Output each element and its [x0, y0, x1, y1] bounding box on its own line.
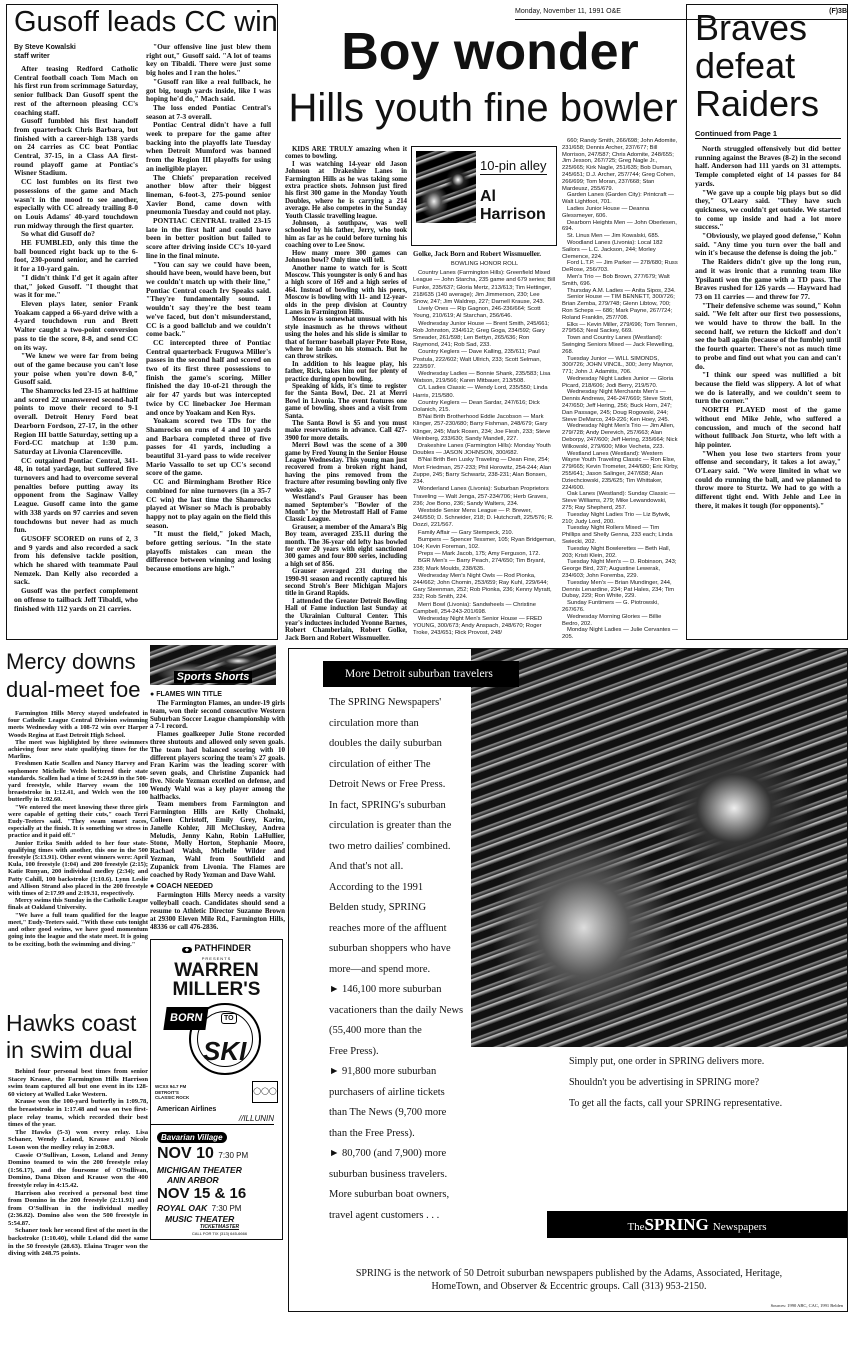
bavarian-village: Bavarian Village	[157, 1132, 227, 1143]
logo-newspapers: Newspapers	[712, 1221, 767, 1233]
article-paragraph: The Raiders didn't give up the long run, and it was ironic that a running team like Ypsilanti won the game with a TD pass. The Braves rushed for 126 yards — Hayward had 73 on 11 carries — and threw for 77.	[695, 257, 841, 301]
show-date-1: NOV 10	[157, 1145, 214, 1163]
ad-copy-line: than the Free Press).	[329, 1127, 415, 1139]
ad-footer: SPRING is the network of 50 Detroit suburban newspapers published by the Adams, Associated, Heritage, HomeTown, and Observer & Eccentric groups. Call (313) 953-2150.	[355, 1268, 783, 1292]
honor-roll-entry: Ford L.T.P. — Jim Parker — 278/680; Russ DeRose, 256/703.	[562, 260, 678, 274]
honor-roll-entry: B'Nai Brith Ben Lusky Traveling — Dean Fine, 254; Mort Friedman, 257-233; Phil Horowitz, 254-244; Alan Zuppe, 245; Barry Schwartz, 238-231; Alan Bonsen, 234.	[413, 457, 552, 486]
ad-closing-line: Simply put, one order in SPRING delivers more.	[569, 1056, 765, 1067]
ad-copy-line: (55,400 more than the	[329, 1025, 422, 1036]
columnist-last: Harrison	[480, 206, 546, 223]
braves-story	[686, 4, 848, 640]
braves-headline-line: Braves	[695, 7, 808, 48]
flames-title: FLAMES WIN TITLE	[156, 691, 222, 698]
column-paragraph: Westland's Paul Grauser has been named September's "Bowler of the Month" by the Metrostaff Hall of Fame Classic League.	[285, 493, 407, 524]
article-paragraph: Krause won the 100-yard butterfly in 1:09.78, the breaststroke in 1:17.48 and was on two first-place relay teams, which recorded their best times of the year.	[8, 1098, 148, 1129]
mercy-headline-line: Mercy downs	[6, 649, 136, 674]
article-paragraph: "I didn't think I'd get it again after that," joked Gusoff. "I thought that was it for me."	[14, 272, 138, 300]
honor-roll-entry: Sunday Funtimers — G. Piotrowski, 267/676.	[562, 600, 659, 613]
logo-the: The	[627, 1221, 645, 1233]
page-number: (F)3B	[829, 8, 847, 15]
article-paragraph: Gusoff fumbled his first handoff from quarterback Chris Barbara, but finished with a career-high 138 yards on 24 carries as CC beat Pontiac Central, 37-15, in a Class AA first-round playoff game at Pontiac's Wisner Stadium.	[14, 116, 138, 178]
honor-roll-entry: 660; Randy Smith, 266/698; John Adomite, 231/658; Dennis Archer, 237/677; Bill Morrison, 247/587; Chris Adomite, 248/655; Jim Jesson, 267/725; Greg Nagle Jr., 225/665; Kirk Nagle, 251/635; Bob Duman, 245/651; D.J. Archer, 257/744; Greg Cohen, 266/699; Tom Moran, 237/668; Stan Mardeusz, 255/679.	[562, 138, 678, 192]
airline-sponsor: American Airlines	[157, 1106, 217, 1114]
article-paragraph: The meet was highlighted by three swimmers achieving four new state qualifying times for the Marlins.	[8, 738, 148, 761]
article-paragraph: Cassie O'Sullivan, Loson, Leland and Jenny Domino teamed to win the 200 freestyle relay (1:56.17), and the foursome of O'Sullivan, Domino, Dana Dixon and Krause won the 400 freestyle relay in 4:15.42.	[8, 1151, 148, 1189]
ad-sources: Sources: 1990 ABC, CAC, 1991 Belden	[770, 1303, 843, 1308]
article-paragraph: The loss ended Pontiac Central's season at 7-3 overall.	[146, 102, 271, 121]
article-paragraph: Yoakam scored two TDs for the Shamrocks on runs of 4 and 10 yards and Barbara completed three of five passes for 41 yards, including a beautiful 31-yard pass to wide receiver Mario Vassallo to set up CC's second score of the game.	[146, 416, 271, 478]
travelers-photo	[471, 649, 847, 1047]
shorts-paragraph-list	[150, 892, 285, 931]
spring-newspapers-ad	[288, 648, 848, 1312]
honor-roll-entry: Wednesday Junior House — Brent Smith, 245/661; Rob Johnston, 234/612; Greg Goga, 234/592; Gary Smeader, 261/598; Len Bettyn, 265/636; Ron Raymond, 241; Rob Sad, 233.	[413, 320, 550, 349]
ticketmaster-logo: TICKETMASTER	[199, 1224, 240, 1231]
ad-copy-line-list	[329, 693, 471, 1226]
column-lead: Golke, Jack Born and Robert Wissmueller.	[413, 250, 542, 258]
column-paragraph: How many more 300 games can Johnson bowl? Only time will tell.	[285, 248, 407, 265]
honor-roll-entry: Country Keglers — Dean Sardar, 247/616; Dick Dolanich, 215.	[413, 399, 540, 414]
braves-headline-line: defeat	[695, 45, 796, 86]
honor-roll-entry: Monday Night Ladies — Julie Cervantes — 205.	[562, 627, 678, 641]
article-paragraph: Gusoff was the perfect complement on offense to tailback Jeff Tibaldi, who finished with 112 yards on 21 carries.	[14, 586, 138, 613]
sports-shorts-label: Sports Shorts	[174, 671, 253, 683]
honor-roll-entry: Dearborn Heights Men — John Oberlesen, 694.	[562, 219, 677, 233]
article-paragraph: The Shamrocks led 23-15 at halftime and scored 22 unanswered second-half points to move their record to 9-1 overall. Detroit Henry Ford beat Dearborn Fordson, 27-17, in the other Region III battle Saturday, setting up a Ford-CC matchup at 1:30 p.m. Saturday at Livonia Clarenceville.	[14, 386, 138, 456]
honor-roll-entry: Tuesday Night Men's — D. Robinson, 243; George Bird, 237; Augustine Lewerak, 234/603; John Foremba, 229.	[562, 559, 677, 579]
ad-title-line: MILLER'S	[172, 979, 261, 1001]
article-paragraph: CC outgained Pontiac Central, 341-48, in total yardage, but suffered five turnovers and had to overcome several penalties before putting away its opponent from the Saginaw Valley League. Gusoff came into the game with 338 yards on 97 carries and seven touchdowns but never had as much fun.	[14, 455, 138, 535]
article-paragraph: "I think our speed was nullified a bit because the field was slippery. A lot of what we do is laterally, and we couldn't seem to turn the corner."	[695, 370, 841, 406]
article-paragraph: "It must the field," joked Mach, before getting serious. "In the state playoffs mistakes can mean the difference between winning and losing because emotions are high."	[146, 529, 271, 574]
columnist-first: Al	[480, 188, 496, 205]
warren-miller-ad	[150, 939, 283, 1240]
article-paragraph: HE FUMBLED, only this time the ball bounced right back up to the 6-foot, 230-pound senior, and he carried it for a 10-yard gain.	[14, 238, 138, 274]
article-paragraph: The Hawks (5-3) won every relay. Lisa Schaner, Wendy Leland, Krause and Nicole Loson won the medley relay in 2:08.9.	[8, 1128, 148, 1151]
article-paragraph: NORTH PLAYED most of the game without end Mike Jehle, who suffered a concussion, and much of the second half without fullback Jon Sturtz, who left with a hip pointer.	[695, 405, 841, 449]
ad-copy-line: reaches more of the affluent	[329, 922, 447, 934]
braves-headline-line-list	[695, 9, 819, 123]
ad-closing-line: To get all the facts, call your SPRING representative.	[569, 1098, 783, 1109]
honor-roll-entry: BGR Men's — Barry Peach, 274/650; Tim Bryant, 238; Mark Moulds, 238/635.	[413, 558, 546, 572]
sports-shorts-banner	[150, 645, 276, 685]
columnist-photo	[416, 151, 476, 223]
ad-closing-line: Shouldn't you be advertising in SPRING more?	[569, 1077, 760, 1088]
column-paragraph-list	[285, 146, 407, 642]
honor-roll-entry: Wednesday Morning Glories — Billie Bedro, 202.	[562, 613, 662, 627]
honor-roll-entry: Merri Bowl (Livonia): Sandwheels — Christine Campbell, 254-243-201/698.	[413, 601, 536, 615]
article-paragraph: Schaner took her second first of the meet in the backstroke (1:10.40), while Leland did the same in the 50 freestyle (28.63). Elaina Trager won the diving with 248.75 points.	[8, 1227, 148, 1258]
honor-roll-entry: Tuesday Men's — Brian Mundinger, 244, Dennis Lenardine, 234; Pat Hales, 234; Tim Dubay, 229; Ron White, 229.	[562, 579, 675, 600]
honor-roll-entry: Garden Lanes (Garden City): Printcraft — Walt Lightfoot, 701.	[562, 192, 674, 206]
honor-roll-entry: Town and Country Lanes (Westland): Swinging Seniors Mixed — Jack Flewelling, 268.	[562, 335, 674, 355]
honor-roll-entry: Tuesday Night Rollers Mixed — Tim Phillips and Shelly Genna, 233 each; Linda Swiecki, 202.	[562, 525, 673, 546]
brand-sponsor: //ILLUNIN	[151, 1114, 274, 1125]
ad-title-line-list	[151, 961, 282, 999]
gusoff-headline: Gusoff leads CC win	[14, 6, 278, 38]
article-paragraph: "You can say we could have been, should have been, would have been, but we couldn't match up with their line," Pontiac Central coach Irv Speaks said. "They're fundamentally sound. I wouldn't say they're the best team we've faced, but don't misunderstand, CC is a good ballclub and we couldn't come back."	[146, 259, 271, 339]
ad-header-bar	[323, 661, 519, 687]
ad-copy-line: than The News (9,700 more	[329, 1107, 447, 1118]
show-date-2: NOV 15 & 16	[157, 1185, 247, 1203]
honor-roll-entry: Wednesday Night Men's Senior House — FRED YOUNG, 300/673; Andy Anspach, 248/670; Roger Troke, 243/651; Rick Provost, 248/	[413, 615, 543, 637]
film-ski: SKI	[203, 1036, 247, 1067]
honor-roll-entry: Drakeshire Lanes (Farmington Hills): Monday Youth Doubles — JASON JOHNSON, 300/682.	[413, 443, 551, 457]
honor-roll-entry: Tuesday Night Ladies Trio — Liz Bytwik, 210; Judy Lord, 200.	[562, 511, 671, 525]
ad-copy-line: vacationers than the daily News	[329, 1004, 464, 1016]
article-paragraph: Junior Erika Smith added to her four state-qualifying times with another, this one in the 500 freestyle (5:13.91). Other event winners were: April Kula, 100 freestyle (1:04) and 200 freestyle (2:15); Katie Runyan, 200 individual medley (2:34); and Patty Cahill, 100 backstroke (1:10.6). Lynn Leslie and Allison Strand also placed in the 200 freestyle with times of 2:17.99 and 2:19.31, respectively.	[8, 839, 148, 898]
shorts-paragraph-list	[150, 700, 285, 879]
mercy-headline-line: dual-meet foe	[6, 677, 141, 702]
article-paragraph: Behind four personal best times from senior Stacey Krause, the Farmington Hills Harrison swim team captured all but one event in its 128-60 victory at Walled Lake Western.	[8, 1068, 148, 1098]
byline: By Steve Kowalski	[14, 44, 76, 51]
article-paragraph: PONTIAC CENTRAL trailed 23-15 late in the first half and could have been in better position but failed to score after driving inside CC's 10-yard line in the final minute.	[146, 216, 271, 260]
honor-roll-entry: Wednesday Men's Night Owls — Rod Pionka, 244/662; John Chomin, 253/659; Ray Kuhl, 229/644; Gary Steenman, 252; Rob Pionka, 236; Kenny Myratt, 232; Rob Smith, 224.	[413, 572, 552, 601]
column-paragraph: Another name to watch for is Scott Moscow. This youngster is only 6 and has a high score of 169 and a high series of 464. Instead of bowling with his peers, Moscow is bowling with 11- and 12-year-olds in the prep division at Country Lanes in Farmington Hills.	[285, 263, 407, 316]
article-paragraph: "Our offensive line just blew them right out," Gusoff said. "A lot of teams key on Tibaldi. There were just some big holes and I ran the holes."	[146, 43, 271, 78]
venue-1: MICHIGAN THEATER	[157, 1165, 242, 1176]
ad-copy-line: ► 91,800 more suburban	[329, 1066, 437, 1077]
bowling-headline: Boy wonder	[341, 23, 639, 81]
article-paragraph: Pontiac Central didn't have a full week to prepare for the game after backing into the playoffs late Tuesday when Detroit Mumford was banned from the Region III playoffs for using an ineligible player.	[146, 120, 271, 173]
sponsor-logo: ◆	[182, 947, 192, 953]
hawks-headline	[6, 1010, 150, 1064]
honor-roll-entry-list	[562, 138, 679, 641]
article-paragraph: "We have a full team qualified for the league meet," Eudy-Teeters said. "With these cuts tonight and other good swims, we have good momentum going into the league and the state meet. It is going to be exciting, both the swimming and diving."	[8, 911, 148, 948]
ad-copy-line: doubles the daily suburban	[329, 738, 442, 749]
honor-roll-entry: Wednesday Night Ladies Junior — Gloria Picard, 218/606; Jodi Berry, 219/570.	[562, 375, 674, 389]
honor-roll-entry: Men's Trio — Bob Brown, 277/679; Walt Smith, 696.	[562, 273, 670, 287]
article-paragraph: CC and Birmingham Brother Rice combined for nine turnovers (in a 35-7 CC win) the last time the Shamrocks played at Wisner so Mach is probably happy not to play again on the field this season.	[146, 477, 271, 530]
article-paragraph: So what did Gusoff do?	[21, 229, 95, 239]
spring-logo	[547, 1211, 847, 1238]
ad-copy-line: The SPRING Newspapers'	[329, 697, 442, 708]
ad-copy-line: More suburban boat owners,	[329, 1189, 450, 1200]
braves-headline-line: Raiders	[695, 83, 820, 124]
article-paragraph: "We entered the meet knowing these three girls were capable of getting their cuts," coach Terri Eudy-Teeters said. "They swam smart races, especially at the finish. It is something we stress in practice and it paid off."	[8, 803, 148, 840]
column-paragraph: KIDS ARE TRULY amazing when it comes to bowling.	[285, 146, 407, 161]
ad-copy-line: circulation more than	[329, 717, 419, 729]
column-paragraph: Johnson, a southpaw, was well schooled by his father, Jerry, who took him as far as he could before turning his coaching over to Lee Snow.	[285, 219, 407, 250]
article-paragraph: After teasing Redford Catholic Central football coach Tom Mach on his first run from scrimmage Saturday, senior fullback Dan Gusoff spent the rest of the afternoon pleasing CC's coaching staff.	[14, 64, 138, 117]
ad-closing-line-list	[569, 1051, 839, 1114]
hawks-headline-line-list	[6, 1010, 150, 1064]
article-paragraph: North struggled offensively but did better running against the Braves (8-2) in the second half. Anderson had 111 yards on 31 attempts. Temple completed eight of 14 passes for 84 yards.	[695, 145, 841, 188]
article-paragraph: GUSOFF SCORED on runs of 2, 3 and 9 yards and also recorded a sack from his defensive tackle position, which he shared with teammate Paul Nemzek. Dan Kelly also recorded a sack.	[14, 533, 138, 587]
ad-copy-line: In fact, SPRING's suburban	[329, 799, 446, 811]
honor-roll-entry: B'Nai Brith Brotherhood Eddie Jacobson — Mark Klinger, 257-230/680; Barry Fishman, 248/679; Gary Klinger, 245; Mark Rosen, 234; Joe Flesh, 233; Steve Weinberg, 233/630; Sandy Mandell, 227.	[413, 414, 551, 442]
ad-copy-line: suburban shoppers who have	[329, 943, 451, 954]
ad-header: More Detroit suburban travelers	[345, 668, 493, 680]
sports-shorts-column	[150, 690, 285, 1240]
column-paragraph: Grauser averaged 231 during the 1990-91 season and recently captured his second Stroh's Beer Michigan Majors title in Grand Rapids.	[285, 567, 407, 598]
honor-roll-entry: Bumpers — Spencer Tessmer, 105; Ryan Bridgeman, 104; Kevin Foreman, 102.	[413, 536, 556, 550]
issue-date: Monday, November 11, 1991 O&E	[515, 8, 621, 15]
honor-roll-entry: Tuesday Night Bowlerettes — Beth Hall, 203; Kristi Klein, 202.	[562, 545, 671, 559]
honor-roll-entry: Westside Senior Mens League — P. Brewer, 246/550; D. Schneider, 218; D. Hutchcraft, 225/576; R. Dozzi, 221/567.	[413, 507, 554, 529]
honor-roll-entry: Lively Ones — Rip Gagnon, 246-236/664; Scott Young, 210/619; Al Starchan, 256/646.	[413, 306, 541, 320]
show-time-2: 7:30 PM	[211, 1204, 242, 1214]
article-paragraph-list	[146, 43, 271, 574]
ticket-phone: CALL FOR TIX (313) 645-6666	[191, 1231, 248, 1237]
honor-roll-entry: C/L Ladies Classic — Wendy Lord, 235/550; Linda Harris, 215/580.	[413, 385, 548, 399]
honor-roll-entry: Senior House — TIM BENNETT, 300/726; Brian Zemba, 279/748; Glenn Libtow, 700; Ron Scheps — 686; Mark Payne, 267/724; Roland Franklin, 257/708.	[562, 294, 675, 321]
honor-roll-entry: Elks — Kevin Miller, 279/696; Tom Tennen, 279/563; Neal Sackey, 669.	[562, 321, 677, 335]
hawks-headline-line: in swim dual	[6, 1037, 133, 1063]
column-name: 10-pin alley	[480, 158, 547, 173]
ad-title-line: WARREN	[174, 960, 259, 982]
column-paragraph: In addition to his league play, his father, Rick, takes him out for plenty of practice during open bowling.	[285, 359, 407, 383]
article-paragraph: "Their defensive scheme was sound," Kohn said. "We felt after our first two possessions, we would have to throw the ball. In the second half, we return the kickoff and don't see the ball again (because of the fumble) until the fourth quarter. There's not as much time to probe and find out what you can and can't do.	[695, 300, 841, 371]
article-paragraph: "Obviously, we played good defense," Kohn said. "Any time you turn over the ball and win it's because the defense is doing the job."	[695, 231, 841, 258]
honor-roll-entry: Woodland Lanes (Livonia): Local 182 Sailors — L.C. Jackson, 244; Morley Clemence, 224.	[562, 239, 663, 260]
continued-label[interactable]: Continued from Page 1	[695, 129, 841, 139]
honor-roll-entry: Wednesday Night Merchants Men's — Dennis Andrews, 246-247/669; Steve Stott, 247/650; Jeff Hering, 256; Buck Horn, 247; Dan Passage, 245; Doug Rogowski, 244; Steve DeMarco, 249-226; Ken Hoey, 245.	[562, 389, 673, 423]
venue-1-city: ANN ARBOR	[167, 1175, 219, 1186]
article-paragraph: "When you lose two starters from your offense and secondary, it takes a lot away," O'Leary said. "We were limited in what we could do running the ball, and we planned to throw more to Sturtz. We had to go with a different tight end. With Jehle and Lee in there, it makes it tough (for opponents)."	[695, 448, 841, 510]
honor-roll-entry: Oak Lanes (Westland): Sunday Classic — Steve Williams, 279; Mike Lewandowski, 275; Ray Shepherd, 257.	[562, 491, 676, 512]
article-paragraph-list	[14, 65, 138, 613]
ad-copy-line: Free Press).	[329, 1045, 379, 1057]
born-to-ski-logo	[159, 1001, 274, 1079]
logo-spring: SPRING	[644, 1215, 709, 1234]
ad-copy-line: Belden study, SPRING	[329, 902, 427, 913]
item-title: ● FLAMES WIN TITLE	[150, 691, 222, 698]
radio-sponsor: WCXX 94.7 FM DETROIT'S CLASSIC ROCK	[155, 1084, 190, 1101]
byline-role: staff writer	[14, 53, 50, 60]
honor-roll-entry: Wonderland Lanes (Livonia): Suburban Proprietors Traveling — Walt Jenga, 257-234/706; Herb Graves, 236; Joe Bono, 236; Sandy Walters, 234.	[413, 486, 549, 507]
honor-roll-entry: Wednesday Night Men's Trio — Jim Allen, 279/728; Andy Derevich, 257/663; Alan Deborpy, 247/600; Jeff Hering, 235/664; Nick Wilkowski, 279/600; Mike Vecheta, 223.	[562, 423, 678, 450]
honor-roll-entry: Westland Lanes (Westland): Western Wayne Youth Traveling Classic — Ron Else, 279/665; Kevin Trometer, 244/680; Eric Kirby, 255/641; Jason Salinger, 247/658; Alan Dziechciowski, 235/625; Tim Whittaker, 224/600.	[562, 450, 679, 491]
article-paragraph: "We gave up a couple big plays but so did they," O'Leary said. "They have such quickness, we couldn't get outside. We started to come up inside and had a lot more success."	[695, 187, 841, 232]
gusoff-story	[6, 4, 278, 640]
honor-roll-entry: Wednesday Ladies — Bonnie Shank, 235/583; Lisa Watson, 219/566; Karen Mitbauer, 213/508.	[413, 371, 551, 385]
bowling-subhead: Hills youth fine bowler	[288, 86, 678, 130]
venue-2: MUSIC THEATER	[165, 1214, 235, 1225]
honor-roll-entry: Preps — Mark Jacob, 175; Amy Ferguson, 172.	[418, 551, 541, 558]
honor-roll-entry: Tuesday Junior — WILL SIMONDS, 300/726; JOHN VINCIL, 300; Jerry Maynor, 771; John J. Adamitis, 706.	[562, 355, 674, 376]
honor-roll-entry: St. Linus Men — Jim Kowalski, 685.	[567, 233, 660, 240]
honor-roll-entry-list	[413, 270, 556, 637]
honor-roll-entry: Family Affair — Gary Stempeck, 210.	[418, 529, 514, 536]
article-paragraph: Eleven plays later, senior Frank Yoakam capped a 66-yard drive with a 4-yard touchdown run and Brett Walter caught a two-point conversion pass to tie the score, 8-8, and send CC on its way.	[14, 298, 138, 352]
column-logo-box	[411, 146, 557, 246]
honor-roll-entry: Thursday A.M. Ladies — Anita Sipos, 234.	[567, 287, 676, 294]
ad-copy-line: According to the 1991	[329, 881, 424, 893]
shorts-paragraph: Farmington Hills Mercy needs a varsity volleyball coach. Candidates should send a resume to Athletic Director Suzanne Brown at 29300 Eleven Mile Rd., Farmington Hills, 48336 or call 476-2836.	[150, 891, 285, 931]
article-paragraph-list	[695, 145, 841, 511]
article-paragraph-list	[8, 710, 148, 948]
article-paragraph: "Gusoff ran like a real fullback, he got big, tough yards inside, like I was hoping he'd do," Mach said.	[146, 76, 271, 104]
column-paragraph: Moscow is somewhat unusual with his style inasmuch as he throws without using the holes and his slide is similar to that of former baseball player Pete Rose, where he lands on his stomach. But he can throw strikes.	[285, 315, 407, 361]
shorts-paragraph: Flames goalkeeper Julie Stone recorded three shutouts and allowed only seven goals. The team had balanced scoring with 10 different players scoring the team's 27 goals. Fran Karim was the leading scorer with seven goals, and Christine Zupanick had five. Nicole Yezman excelled on defense, and Wendy Wahl was a key player among the halfbacks.	[150, 730, 285, 801]
article-paragraph: Farmington Hills Mercy stayed undefeated in four Catholic League Central Division swimming meets Wednesday with a 108-72 win over Harper Woods Regina at East Detroit High School.	[8, 710, 148, 739]
article-paragraph: Harrison also received a personal best time from Domino in the 200 freestyle (2:11.91) and from O'Sullivan in the individual medley (2:36.82). Domino also won the 500 freestyle in 5:54.87.	[8, 1189, 148, 1227]
article-paragraph: Freshmen Katie Scallen and Nancy Harvey and sophomore Michelle Welch bettered their state standards. Scallen had a time of 5:24.99 in the 500-yard freestyle, while Harvey swam the 100 breaststroke in 1:12.41, and Welch won the 100 butterfly in 1:02.60.	[8, 760, 148, 804]
ad-copy-line: ► 146,100 more suburban	[329, 984, 442, 995]
column-paragraph: Grauser, a member of the Amara's Big Boy team, averaged 235.11 during the month. The 36-year old lefty has bowled for over 20 years with eight sanctioned 300 games and four 800 series, including a high set of 856.	[285, 522, 407, 568]
ad-copy-line: ► 80,700 (and 7,900) more	[329, 1148, 447, 1159]
item-title: ● COACH NEEDED	[150, 883, 213, 891]
article-paragraph-list	[8, 1068, 148, 1258]
presents: PRESENTS	[201, 956, 232, 962]
article-paragraph: Mercy swims this Sunday in the Catholic League finals at Oakland University.	[8, 897, 148, 912]
honor-roll-entry: Country Keglers — Dave Kalling, 235/611; Paul Postula, 222/602; Walt Ullrich, 233; Scott Selman, 223/597.	[413, 349, 542, 370]
ad-copy-line: travel agent customers . . .	[329, 1209, 440, 1221]
coach-needed-title: COACH NEEDED	[156, 883, 213, 891]
venue-2-city: ROYAL OAK	[157, 1203, 208, 1214]
ad-copy-line: circulation is greater than the	[329, 820, 452, 831]
olympic-logo: ◯◯◯	[252, 1081, 278, 1103]
column-paragraph: Speaking of kids, it's time to register for the Santa Bowl, Dec. 21 at Merri Bowl in Livonia. The event features one game of bowling, shoes and a visit from Santa.	[285, 382, 407, 420]
ad-copy-line: suburban business travelers.	[329, 1168, 448, 1180]
column-paragraph: The Santa Bowl is $5 and you must make reservations in advance. Call 427-3900 for more details.	[285, 419, 407, 442]
honor-roll-title: BOWLING HONOR ROLL	[450, 261, 519, 267]
ad-copy-line: two metro dailies' combined.	[329, 840, 451, 852]
article-paragraph: The Chiefs' preparation received another blow after their biggest lineman, 6-foot-3, 275-pound senior Xavier Bond, came down with pneumonia Tuesday and could not play.	[146, 172, 271, 217]
column-paragraph: I was watching 14-year old Jason Johnson at Drakeshire Lanes in Farmington Hills as he was taking some extra practice shots. Johnson just fired his first 300 game in the Monday Youth Doubles, where he is carrying a 214 average. He also competes in the Sunday Youth Classic travelling league.	[285, 159, 407, 220]
ad-copy-line: Detroit News or Free Press.	[329, 779, 446, 790]
ad-copy-line: And that's not all.	[329, 861, 404, 872]
film-born: BORN	[163, 1007, 209, 1030]
ad-copy-line: more—and spend more.	[329, 963, 431, 975]
article-paragraph: CC lost fumbles on its first two possessions of the game and Mach wasn't in the mood to see another, especially with CC already trailing 8-0 on Louis Adams' 40-yard touchdown run midway through the first quarter.	[14, 177, 138, 230]
mercy-headline	[6, 648, 150, 704]
honor-roll-entry: Country Lanes (Farmington Hills): Greenfield Mixed League — John Starcha, 235 game and 679 series; Bill Funke, 235/637; Gloria Mertz, 213/613; Tim Hettinger, 218/635 (140 average); Jim Jimmerson, 230; Lee Snow, 247; Jim Waldrep, 227; Darnell Krause, 243.	[413, 270, 556, 306]
shorts-paragraph: Team members from Farmington and Farmington Hills are Kelly Cholnaki, Colleen Christoff, Emily Grey, Karim, Janelle Kohler, Jill McCluskey, Andrea Meludis, Jenny Kahn, Robin LaHullier, Stone, Molly Horton, Stephanie Moore, Rachael Walsh, Michelle Wilder and Yezman, Wahl from Southfield and Zupanick from Livonia. The Flames are coached by Rody Yezman and Dave Wahl.	[150, 800, 285, 879]
ad-copy-line: purchasers of airline tickets	[329, 1086, 445, 1098]
mercy-headline-line-list	[6, 648, 150, 704]
article-paragraph: CC intercepted three of Pontiac Central quarterback Fruguwa Miller's passes in the second half and scored on two of its first three possessions to finish the game's scoring. Miller finished the day 10-of-21 through the air for 47 yards but was intercepted twice by CC linebacker Joe Herman and once by Yoakam and Ken Rys.	[146, 337, 271, 417]
hawks-headline-line: Hawks coast	[6, 1010, 137, 1036]
column-paragraph: I attended the Greater Detroit Bowling Hall of Fame induction last Sunday at the Ukrainian Cultural Center. This year's inductees included Yvonne Barnes, Robert Chamberlain, Robert Golke, Jack Born and Robert Wissmueller.	[285, 596, 407, 642]
ad-copy-line: circulation of either The	[329, 758, 431, 770]
show-time-1: 7:30 PM	[218, 1151, 249, 1161]
article-paragraph: "We knew we were far from being out of the game because you can't lose your poise when you're down 8-0," Gusoff said.	[14, 351, 138, 387]
shorts-paragraph: The Farmington Flames, an under-19 girls team, won their second consecutive Western Suburban Soccer League championship with a 7-1 record.	[150, 699, 285, 731]
sponsor-name: PATHFINDER	[194, 943, 252, 954]
column-paragraph: Merri Bowl was the scene of a 300 game by Fred Young in the Senior House League Wednesday. This young man just recovered from a broken right hand, having the pins removed from the fracture after resuming bowling only five weeks ago.	[285, 441, 407, 494]
honor-roll-entry: Ladies Junior House — Deanna Glessmeyer, 606.	[562, 205, 650, 219]
film-to: TO	[221, 1013, 237, 1024]
